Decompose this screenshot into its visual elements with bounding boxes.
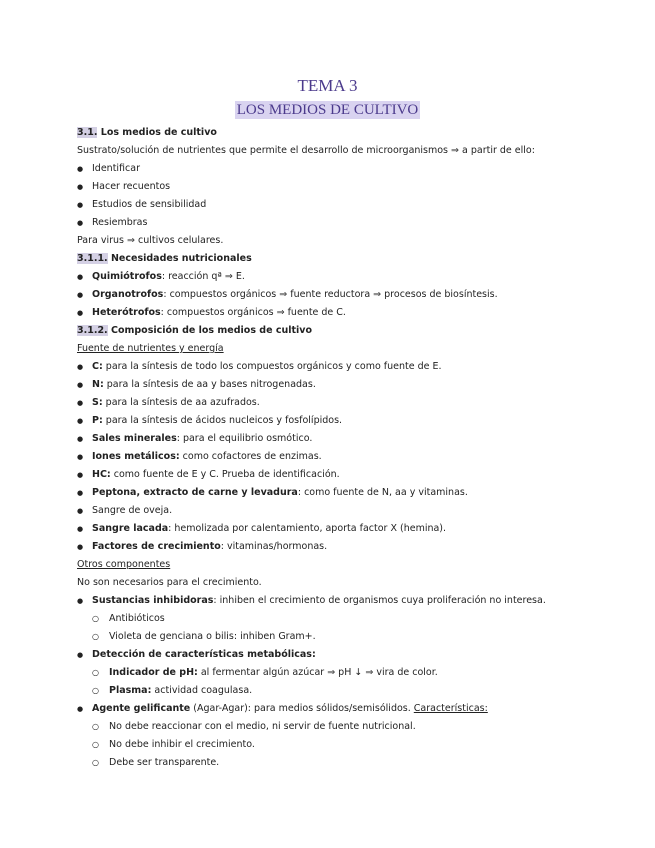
list-item: [77, 484, 637, 502]
list-item: [77, 538, 637, 556]
item-term: Iones metálicos:: [92, 451, 180, 462]
item-text: : compuestos orgánicos ⇒ fuente reductora ⇒ procesos de biosíntesis.: [163, 289, 498, 300]
list-item: [77, 448, 637, 466]
item-text: : hemolizada por calentamiento, aporta factor X (hemina).: [168, 523, 447, 534]
item-term: Sangre lacada: [92, 523, 169, 534]
subheading-fuente: Fuente de nutrientes y energía: [77, 343, 224, 354]
item-term: Detección de características metabólicas:: [92, 649, 316, 660]
item-term: Heterótrofos: [92, 307, 161, 318]
item-term: Organotrofos: [92, 289, 164, 300]
item-term: Quimiótrofos: [92, 271, 162, 282]
list-item: [77, 502, 637, 520]
item-text: actividad coagulasa.: [151, 685, 253, 696]
section-title: Composición de los medios de cultivo: [107, 325, 313, 336]
section-3-1-2-heading: [77, 322, 637, 340]
list-item: [77, 592, 637, 610]
item-term: HC:: [92, 469, 111, 480]
list-item: [77, 304, 637, 322]
item-term: Factores de crecimiento: [92, 541, 221, 552]
item-text: para la síntesis de todo los compuestos orgánicos y como fuente de E.: [102, 361, 442, 372]
list-item: [77, 700, 637, 718]
item-term: S:: [92, 397, 103, 408]
sub-list-item: ○ Antibióticos: [77, 610, 637, 628]
sub-list-item: [77, 664, 637, 682]
section-number: 3.1.2.: [77, 325, 108, 336]
page-subtitle: [0, 102, 655, 119]
item-text: para la síntesis de ácidos nucleicos y fosfolípidos.: [102, 415, 343, 426]
item-text: : reacción qª ⇒ E.: [161, 271, 245, 282]
item-text: : inhiben el crecimiento de organismos cuya proliferación no interesa.: [213, 595, 546, 606]
sub-list-item: ○ No debe inhibir el crecimiento.: [77, 736, 637, 754]
section-number: 3.1.1.: [77, 253, 108, 264]
list-item: ● Resiembras: [77, 214, 637, 232]
subheading-otros: Otros componentes: [77, 559, 171, 570]
item-text: para la síntesis de aa azufrados.: [102, 397, 260, 408]
item-text: : compuestos orgánicos ⇒ fuente de C.: [160, 307, 346, 318]
section-title: Los medios de cultivo: [97, 127, 217, 138]
sub-list-item: [77, 682, 637, 700]
item-term: Sales minerales: [92, 433, 177, 444]
list-item: [77, 430, 637, 448]
sub-list-item: ○ Debe ser transparente.: [77, 754, 637, 772]
item-term: Indicador de pH:: [109, 667, 198, 678]
item-term: Sustancias inhibidoras: [92, 595, 214, 606]
section-3-1-1-heading: [77, 250, 637, 268]
item-term: C:: [92, 361, 103, 372]
item-text: al fermentar algún azúcar ⇒ pH ↓ ⇒ vira de color.: [197, 667, 438, 678]
list-item: [77, 394, 637, 412]
sub-list-item: ○ Violeta de genciana o bilis: inhiben Gram+.: [77, 628, 637, 646]
section-3-1-heading: [77, 124, 637, 142]
item-text: : para el equilibrio osmótico.: [176, 433, 313, 444]
otros-text: No son necesarios para el crecimiento.: [77, 577, 262, 588]
section-number: 3.1.: [77, 127, 98, 138]
item-text: Sangre de oveja.: [92, 505, 173, 516]
item-term: N:: [92, 379, 104, 390]
list-item: [77, 376, 637, 394]
list-item: [77, 358, 637, 376]
page-title: TEMA 3: [297, 76, 358, 95]
section-title: Necesidades nutricionales: [107, 253, 252, 264]
item-text: para la síntesis de aa y bases nitrogenadas.: [103, 379, 316, 390]
item-text: como fuente de E y C. Prueba de identificación.: [110, 469, 340, 480]
definition-text: Sustrato/solución de nutrientes que permite el desarrollo de microorganismos ⇒ a partir de ello:: [77, 145, 535, 156]
list-item: [77, 466, 637, 484]
list-item: ● Hacer recuentos: [77, 178, 637, 196]
item-text: : vitaminas/hormonas.: [220, 541, 328, 552]
item-text: : como fuente de N, aa y vitaminas.: [297, 487, 468, 498]
list-item: ● Estudios de sensibilidad: [77, 196, 637, 214]
item-text: (Agar-Agar): para medios sólidos/semisólidos.: [190, 703, 414, 714]
item-term: Peptona, extracto de carne y levadura: [92, 487, 298, 498]
list-item: [77, 412, 637, 430]
list-item: [77, 286, 637, 304]
list-item: [77, 268, 637, 286]
item-text: como cofactores de enzimas.: [179, 451, 322, 462]
subtitle-highlight: LOS MEDIOS DE CULTIVO: [236, 102, 419, 118]
document-body: [77, 124, 637, 772]
item-underlined: Características:: [413, 703, 488, 714]
virus-text: Para virus ⇒ cultivos celulares.: [77, 235, 224, 246]
sub-list-item: ○ No debe reaccionar con el medio, ni servir de fuente nutricional.: [77, 718, 637, 736]
list-item: [77, 520, 637, 538]
item-term: Plasma:: [109, 685, 152, 696]
list-item: [77, 646, 637, 664]
list-item: ● Identificar: [77, 160, 637, 178]
item-term: Agente gelificante: [92, 703, 191, 714]
item-term: P:: [92, 415, 103, 426]
